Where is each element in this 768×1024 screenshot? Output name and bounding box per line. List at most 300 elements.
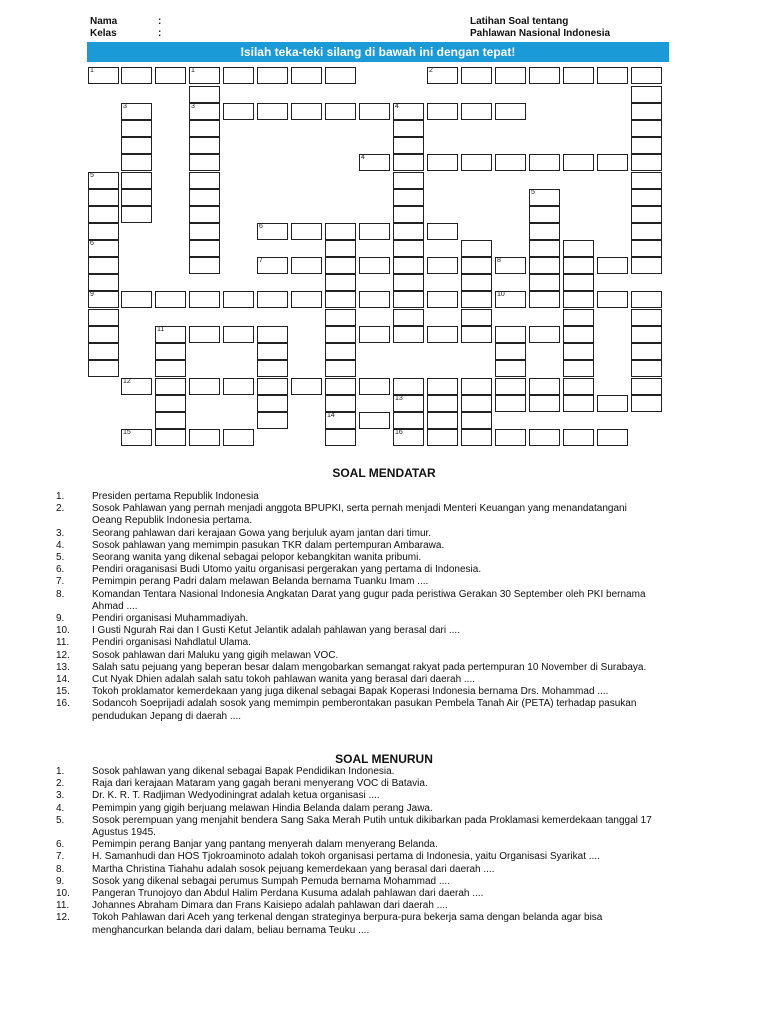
header-title-line1: Latihan Soal tentang: [470, 16, 569, 27]
crossword-cell[interactable]: [427, 429, 458, 446]
crossword-cell[interactable]: [563, 291, 594, 308]
crossword-cell[interactable]: [427, 378, 458, 395]
crossword-cell[interactable]: [155, 395, 186, 412]
crossword-cell[interactable]: [597, 429, 628, 446]
clue-item: [56, 625, 652, 637]
clue-item: [56, 674, 652, 686]
clue-number: 4.: [56, 539, 65, 551]
crossword-cell[interactable]: [189, 378, 220, 395]
crossword-cell[interactable]: [461, 240, 492, 257]
crossword-cell[interactable]: [121, 291, 152, 308]
clue-number: 7.: [56, 851, 65, 863]
clue-item: [56, 613, 652, 625]
crossword-cell[interactable]: [325, 360, 356, 377]
crossword-cell[interactable]: [563, 257, 594, 274]
crossword-cell[interactable]: [121, 67, 152, 84]
clue-number: 2.: [56, 503, 65, 515]
crossword-cell[interactable]: [461, 378, 492, 395]
crossword-cell[interactable]: [631, 189, 662, 206]
crossword-cell[interactable]: [529, 206, 560, 223]
crossword-cell[interactable]: [563, 395, 594, 412]
crossword-cell[interactable]: [495, 343, 526, 360]
crossword-cell[interactable]: [223, 291, 254, 308]
clue-text: Pemimpin perang Padri dalam melawan Belanda bernama Tuanku Imam ....: [92, 576, 429, 588]
crossword-cell[interactable]: [427, 154, 458, 171]
crossword-cell[interactable]: [529, 67, 560, 84]
crossword-cell[interactable]: [393, 154, 424, 171]
crossword-cell[interactable]: [393, 291, 424, 308]
crossword-cell[interactable]: [121, 120, 152, 137]
clue-text: Martha Christina Tiahahu adalah sosok pejuang kemerdekaan yang berasal dari daerah ....: [92, 863, 495, 875]
crossword-cell[interactable]: [325, 291, 356, 308]
cell-number: 3: [191, 103, 195, 110]
clue-item: [56, 888, 652, 900]
crossword-cell[interactable]: [631, 326, 662, 343]
crossword-cell[interactable]: [189, 429, 220, 446]
clue-text: Sosok pahlawan yang dikenal sebagai Bapak Pendidikan Indonesia.: [92, 766, 395, 777]
crossword-cell[interactable]: [495, 257, 526, 274]
cell-number: 10: [497, 291, 505, 298]
cell-number: 1: [90, 67, 94, 74]
clue-text: Johannes Abraham Dimara dan Frans Kaisiepo adalah pahlawan dari daerah ....: [92, 900, 448, 912]
clue-text: Tokoh Pahlawan dari Aceh yang terkenal dengan strateginya berpura-pura bekerja sama dengan belanda agar bisa menghancurkan belanda dari dalam, beliau bernama Teuku ....: [92, 912, 603, 936]
crossword-cell[interactable]: [291, 67, 322, 84]
crossword-cell[interactable]: [325, 67, 356, 84]
crossword-cell[interactable]: [88, 326, 119, 343]
crossword-cell[interactable]: [427, 223, 458, 240]
clue-number: 5.: [56, 814, 65, 826]
crossword-cell[interactable]: [257, 67, 288, 84]
crossword-cell[interactable]: [563, 67, 594, 84]
crossword-cell[interactable]: [121, 137, 152, 154]
clue-item: [56, 766, 652, 778]
crossword-cell[interactable]: [189, 154, 220, 171]
clue-item: [56, 662, 652, 674]
crossword-cell[interactable]: [495, 429, 526, 446]
crossword-cell[interactable]: [631, 86, 662, 103]
crossword-cell[interactable]: [631, 360, 662, 377]
clue-text: Pemimpin perang Banjar yang pantang menyerah dalam menyerang Belanda.: [92, 839, 438, 851]
clue-number: 11.: [56, 900, 70, 912]
crossword-cell[interactable]: [529, 326, 560, 343]
crossword-cell[interactable]: [155, 343, 186, 360]
clue-number: 8.: [56, 863, 65, 875]
crossword-cell[interactable]: [257, 378, 288, 395]
clue-item: [56, 650, 652, 662]
crossword-cell[interactable]: [563, 429, 594, 446]
crossword-cell[interactable]: [461, 274, 492, 291]
crossword-cell[interactable]: [393, 223, 424, 240]
crossword-cell[interactable]: [325, 274, 356, 291]
crossword-cell[interactable]: [495, 378, 526, 395]
clue-item: [56, 876, 652, 888]
clue-item: [56, 864, 652, 876]
clue-text: Sosok Pahlawan yang pernah menjadi anggota BPUPKI, serta pernah menjadi Menteri Keuangan yang menandatangani Oeang Republik Indonesia pertama.: [92, 503, 627, 527]
crossword-cell[interactable]: [393, 137, 424, 154]
clue-item: [56, 637, 652, 649]
clue-text: Seorang pahlawan dari kerajaan Gowa yang berjuluk ayam jantan dari timur.: [92, 527, 432, 539]
clue-text: Sosok pahlawan dari Maluku yang gigih melawan VOC.: [92, 649, 339, 661]
crossword-cell[interactable]: [461, 309, 492, 326]
cell-number: 1: [191, 67, 195, 74]
crossword-cell[interactable]: [291, 291, 322, 308]
crossword-cell[interactable]: [88, 274, 119, 291]
crossword-cell[interactable]: [189, 206, 220, 223]
crossword-cell[interactable]: [325, 240, 356, 257]
crossword-cell[interactable]: [257, 103, 288, 120]
clue-text: I Gusti Ngurah Rai dan I Gusti Ketut Jelantik adalah pahlawan yang berasal dari ....: [92, 625, 460, 637]
crossword-cell[interactable]: [461, 103, 492, 120]
crossword-cell[interactable]: [427, 257, 458, 274]
crossword-cell[interactable]: [495, 395, 526, 412]
crossword-cell[interactable]: [393, 206, 424, 223]
crossword-cell[interactable]: [359, 257, 390, 274]
clue-number: 14.: [56, 674, 70, 686]
crossword-cell[interactable]: [597, 154, 628, 171]
crossword-cell[interactable]: [495, 154, 526, 171]
crossword-cell[interactable]: [189, 103, 220, 120]
crossword-cell[interactable]: [529, 291, 560, 308]
crossword-cell[interactable]: [121, 189, 152, 206]
crossword-cell[interactable]: [359, 412, 390, 429]
crossword-cell[interactable]: [325, 309, 356, 326]
clue-number: 7.: [56, 576, 65, 588]
crossword-cell[interactable]: [529, 257, 560, 274]
clue-number: 11.: [56, 637, 70, 649]
cell-number: 4: [361, 154, 365, 161]
crossword-cell[interactable]: [631, 103, 662, 120]
crossword-cell[interactable]: [597, 257, 628, 274]
clue-text: Pendiri organisasi Muhammadiyah.: [92, 613, 249, 625]
crossword-cell[interactable]: [427, 412, 458, 429]
crossword-cell[interactable]: [563, 343, 594, 360]
clue-item: [56, 564, 652, 576]
crossword-cell[interactable]: [461, 395, 492, 412]
crossword-cell[interactable]: [631, 378, 662, 395]
crossword-cell[interactable]: [189, 291, 220, 308]
crossword-cell[interactable]: [597, 67, 628, 84]
crossword-cell[interactable]: [359, 326, 390, 343]
clue-number: 12.: [56, 649, 70, 661]
cell-number: 14: [327, 412, 335, 419]
crossword-cell[interactable]: [257, 257, 288, 274]
clue-item: [56, 803, 652, 815]
clue-number: 15.: [56, 686, 70, 698]
crossword-cell[interactable]: [393, 120, 424, 137]
crossword-cell[interactable]: [563, 154, 594, 171]
header-nama-colon: :: [158, 16, 162, 27]
clue-number: 16.: [56, 698, 70, 710]
clue-text: Pemimpin yang gigih berjuang melawan Hindia Belanda dalam perang Jawa.: [92, 802, 433, 814]
crossword-cell[interactable]: [563, 274, 594, 291]
crossword-cell[interactable]: [393, 412, 424, 429]
clue-text: Presiden pertama Republik Indonesia: [92, 491, 259, 502]
clue-number: 6.: [56, 839, 65, 851]
crossword-cell[interactable]: [495, 360, 526, 377]
crossword-cell[interactable]: [257, 412, 288, 429]
crossword-cell[interactable]: [461, 326, 492, 343]
crossword-cell[interactable]: [393, 429, 424, 446]
crossword-cell[interactable]: [155, 412, 186, 429]
cell-number: 8: [497, 257, 501, 264]
crossword-cell[interactable]: [155, 67, 186, 84]
cell-number: 9: [90, 291, 94, 298]
crossword-cell[interactable]: [495, 103, 526, 120]
crossword-cell[interactable]: [393, 172, 424, 189]
header-nama-label: Nama: [90, 16, 118, 27]
crossword-cell[interactable]: [88, 67, 119, 84]
clue-number: 10.: [56, 888, 70, 900]
clue-number: 3.: [56, 527, 65, 539]
clue-item: [56, 839, 652, 851]
menurun-clue-list: [56, 766, 652, 937]
crossword-cell[interactable]: [291, 378, 322, 395]
crossword-cell[interactable]: [393, 189, 424, 206]
crossword-cell[interactable]: [393, 378, 424, 395]
crossword-cell[interactable]: [189, 86, 220, 103]
crossword-grid[interactable]: [0, 0, 768, 460]
clue-number: 9.: [56, 613, 65, 625]
crossword-cell[interactable]: [257, 223, 288, 240]
crossword-cell[interactable]: [563, 378, 594, 395]
crossword-cell[interactable]: [359, 154, 390, 171]
crossword-cell[interactable]: [155, 429, 186, 446]
header-kelas-label: Kelas: [90, 28, 117, 39]
crossword-cell[interactable]: [88, 189, 119, 206]
crossword-cell[interactable]: [223, 429, 254, 446]
crossword-cell[interactable]: [631, 291, 662, 308]
clue-number: 9.: [56, 875, 65, 887]
clue-text: Pendiri organisasi Nahdlatul Ulama.: [92, 637, 251, 649]
clue-number: 3.: [56, 790, 65, 802]
crossword-cell[interactable]: [121, 103, 152, 120]
crossword-cell[interactable]: [189, 326, 220, 343]
crossword-cell[interactable]: [393, 326, 424, 343]
crossword-cell[interactable]: [631, 223, 662, 240]
clue-text: Raja dari kerajaan Mataram yang gagah berani menyerang VOC di Batavia.: [92, 778, 428, 790]
clue-text: Tokoh proklamator kemerdekaan yang juga dikenal sebagai Bapak Koperasi Indonesia bernama Drs. Mohammad ....: [92, 686, 609, 698]
crossword-cell[interactable]: [325, 223, 356, 240]
crossword-cell[interactable]: [461, 412, 492, 429]
crossword-cell[interactable]: [155, 378, 186, 395]
crossword-cell[interactable]: [393, 257, 424, 274]
crossword-cell[interactable]: [189, 257, 220, 274]
crossword-cell[interactable]: [427, 326, 458, 343]
clue-number: 13.: [56, 661, 70, 673]
clue-text: H. Samanhudi dan HOS Tjokroaminoto adalah tokoh organisasi pertama di Indonesia, yaitu Organisasi Syarikat ....: [92, 851, 600, 863]
cell-number: 11: [157, 326, 165, 333]
crossword-cell[interactable]: [529, 240, 560, 257]
crossword-cell[interactable]: [189, 172, 220, 189]
crossword-cell[interactable]: [393, 240, 424, 257]
crossword-cell[interactable]: [563, 240, 594, 257]
crossword-cell[interactable]: [529, 223, 560, 240]
clue-number: 5.: [56, 552, 65, 564]
crossword-cell[interactable]: [189, 120, 220, 137]
crossword-cell[interactable]: [88, 291, 119, 308]
crossword-cell[interactable]: [461, 257, 492, 274]
crossword-cell[interactable]: [495, 67, 526, 84]
crossword-cell[interactable]: [121, 172, 152, 189]
crossword-cell[interactable]: [325, 429, 356, 446]
crossword-cell[interactable]: [631, 172, 662, 189]
crossword-cell[interactable]: [88, 172, 119, 189]
crossword-cell[interactable]: [359, 291, 390, 308]
crossword-cell[interactable]: [223, 378, 254, 395]
crossword-cell[interactable]: [461, 429, 492, 446]
crossword-cell[interactable]: [291, 103, 322, 120]
crossword-cell[interactable]: [563, 309, 594, 326]
crossword-cell[interactable]: [461, 291, 492, 308]
crossword-cell[interactable]: [121, 206, 152, 223]
crossword-cell[interactable]: [461, 154, 492, 171]
crossword-cell[interactable]: [88, 257, 119, 274]
clue-text: Sodancoh Soeprijadi adalah sosok yang memimpin pemberontakan pasukan Pembela Tanah Air (PETA) terhadap pasukan pendudukan Jepang di daerah ....: [92, 698, 637, 722]
clue-number: 2.: [56, 778, 65, 790]
clue-item: [56, 576, 652, 588]
crossword-cell[interactable]: [88, 343, 119, 360]
crossword-cell[interactable]: [597, 395, 628, 412]
crossword-cell[interactable]: [121, 154, 152, 171]
cell-number: 12: [123, 378, 131, 385]
clue-text: Cut Nyak Dhien adalah salah satu tokoh pahlawan wanita yang berasal dari daerah ....: [92, 674, 476, 686]
cell-number: 13: [395, 395, 403, 402]
crossword-cell[interactable]: [563, 326, 594, 343]
crossword-cell[interactable]: [257, 343, 288, 360]
clue-number: 8.: [56, 588, 65, 600]
crossword-cell[interactable]: [631, 257, 662, 274]
crossword-cell[interactable]: [495, 326, 526, 343]
cell-number: 2: [429, 67, 433, 74]
crossword-cell[interactable]: [427, 395, 458, 412]
crossword-cell[interactable]: [461, 67, 492, 84]
cell-number: 16: [395, 429, 403, 436]
clue-item: [56, 528, 652, 540]
crossword-cell[interactable]: [189, 240, 220, 257]
crossword-cell[interactable]: [223, 103, 254, 120]
crossword-cell[interactable]: [189, 189, 220, 206]
crossword-cell[interactable]: [359, 103, 390, 120]
crossword-cell[interactable]: [291, 223, 322, 240]
clue-text: Sosok pahlawan yang memimpin pasukan TKR dalam pertempuran Ambarawa.: [92, 539, 445, 551]
crossword-cell[interactable]: [529, 378, 560, 395]
crossword-cell[interactable]: [257, 291, 288, 308]
crossword-cell[interactable]: [631, 154, 662, 171]
clue-item: [56, 912, 652, 936]
crossword-cell[interactable]: [257, 360, 288, 377]
crossword-cell[interactable]: [529, 429, 560, 446]
clue-item: [56, 815, 652, 839]
crossword-cell[interactable]: [325, 326, 356, 343]
crossword-cell[interactable]: [427, 291, 458, 308]
mendatar-clue-list: [56, 491, 652, 723]
crossword-cell[interactable]: [631, 120, 662, 137]
crossword-cell[interactable]: [631, 240, 662, 257]
crossword-cell[interactable]: [325, 103, 356, 120]
crossword-cell[interactable]: [529, 189, 560, 206]
header-title-line2: Pahlawan Nasional Indonesia: [470, 28, 611, 39]
crossword-cell[interactable]: [88, 360, 119, 377]
crossword-cell[interactable]: [223, 326, 254, 343]
cell-number: 5: [90, 172, 94, 179]
clue-text: Pangeran Trunojoyo dan Abdul Halim Perdana Kusuma adalah pahlawan dari daerah ....: [92, 888, 484, 900]
crossword-cell[interactable]: [631, 343, 662, 360]
cell-number: 6: [259, 223, 263, 230]
crossword-cell[interactable]: [189, 67, 220, 84]
crossword-cell[interactable]: [189, 137, 220, 154]
crossword-cell[interactable]: [393, 309, 424, 326]
clue-item: [56, 900, 652, 912]
crossword-cell[interactable]: [495, 291, 526, 308]
clue-item: [56, 698, 652, 722]
cell-number: 4: [395, 103, 399, 110]
crossword-cell[interactable]: [88, 223, 119, 240]
crossword-cell[interactable]: [597, 291, 628, 308]
crossword-cell[interactable]: [393, 103, 424, 120]
crossword-cell[interactable]: [631, 309, 662, 326]
crossword-cell[interactable]: [121, 378, 152, 395]
crossword-cell[interactable]: [325, 343, 356, 360]
crossword-cell[interactable]: [427, 67, 458, 84]
crossword-cell[interactable]: [393, 395, 424, 412]
clue-number: 1.: [56, 766, 65, 777]
crossword-cell[interactable]: [223, 67, 254, 84]
crossword-cell[interactable]: [529, 395, 560, 412]
crossword-cell[interactable]: [563, 360, 594, 377]
crossword-cell[interactable]: [359, 223, 390, 240]
crossword-cell[interactable]: [325, 395, 356, 412]
crossword-cell[interactable]: [257, 395, 288, 412]
crossword-cell[interactable]: [155, 360, 186, 377]
clue-text: Dr. K. R. T. Radjiman Wedyodiningrat adalah ketua organisasi ....: [92, 790, 380, 802]
crossword-cell[interactable]: [427, 103, 458, 120]
clue-item: [56, 503, 652, 527]
crossword-cell[interactable]: [631, 395, 662, 412]
crossword-cell[interactable]: [393, 274, 424, 291]
crossword-cell[interactable]: [88, 206, 119, 223]
clue-item: [56, 540, 652, 552]
crossword-cell[interactable]: [529, 274, 560, 291]
crossword-cell[interactable]: [325, 257, 356, 274]
crossword-cell[interactable]: [529, 154, 560, 171]
crossword-cell[interactable]: [257, 326, 288, 343]
crossword-cell[interactable]: [189, 223, 220, 240]
crossword-cell[interactable]: [359, 378, 390, 395]
clue-item: [56, 790, 652, 802]
crossword-cell[interactable]: [155, 326, 186, 343]
clue-text: Sosok yang dikenal sebagai perumus Sumpah Pemuda bernama Mohammad ....: [92, 875, 450, 887]
instruction-banner: Isilah teka-teki silang di bawah ini dengan tepat!: [87, 42, 669, 62]
crossword-cell[interactable]: [325, 412, 356, 429]
clue-text: Komandan Tentara Nasional Indonesia Angkatan Darat yang gugur pada peristiwa Gerakan 30 September oleh PKI bernama Ahmad ....: [92, 588, 646, 612]
crossword-cell[interactable]: [325, 378, 356, 395]
crossword-cell[interactable]: [155, 291, 186, 308]
crossword-cell[interactable]: [631, 206, 662, 223]
crossword-cell[interactable]: [631, 137, 662, 154]
crossword-cell[interactable]: [88, 240, 119, 257]
crossword-cell[interactable]: [88, 309, 119, 326]
crossword-cell[interactable]: [121, 429, 152, 446]
crossword-cell[interactable]: [291, 257, 322, 274]
clue-item: [56, 589, 652, 613]
mendatar-title: SOAL MENDATAR: [332, 466, 436, 480]
clue-item: [56, 491, 652, 503]
crossword-cell[interactable]: [631, 67, 662, 84]
clue-number: 4.: [56, 802, 65, 814]
clue-text: Sosok perempuan yang menjahit bendera Sang Saka Merah Putih untuk dikibarkan pada Proklamasi kemerdekaan tanggal 17 Agustus 1945.: [92, 814, 652, 839]
header-kelas-colon: :: [158, 28, 162, 39]
clue-number: 10.: [56, 625, 70, 637]
